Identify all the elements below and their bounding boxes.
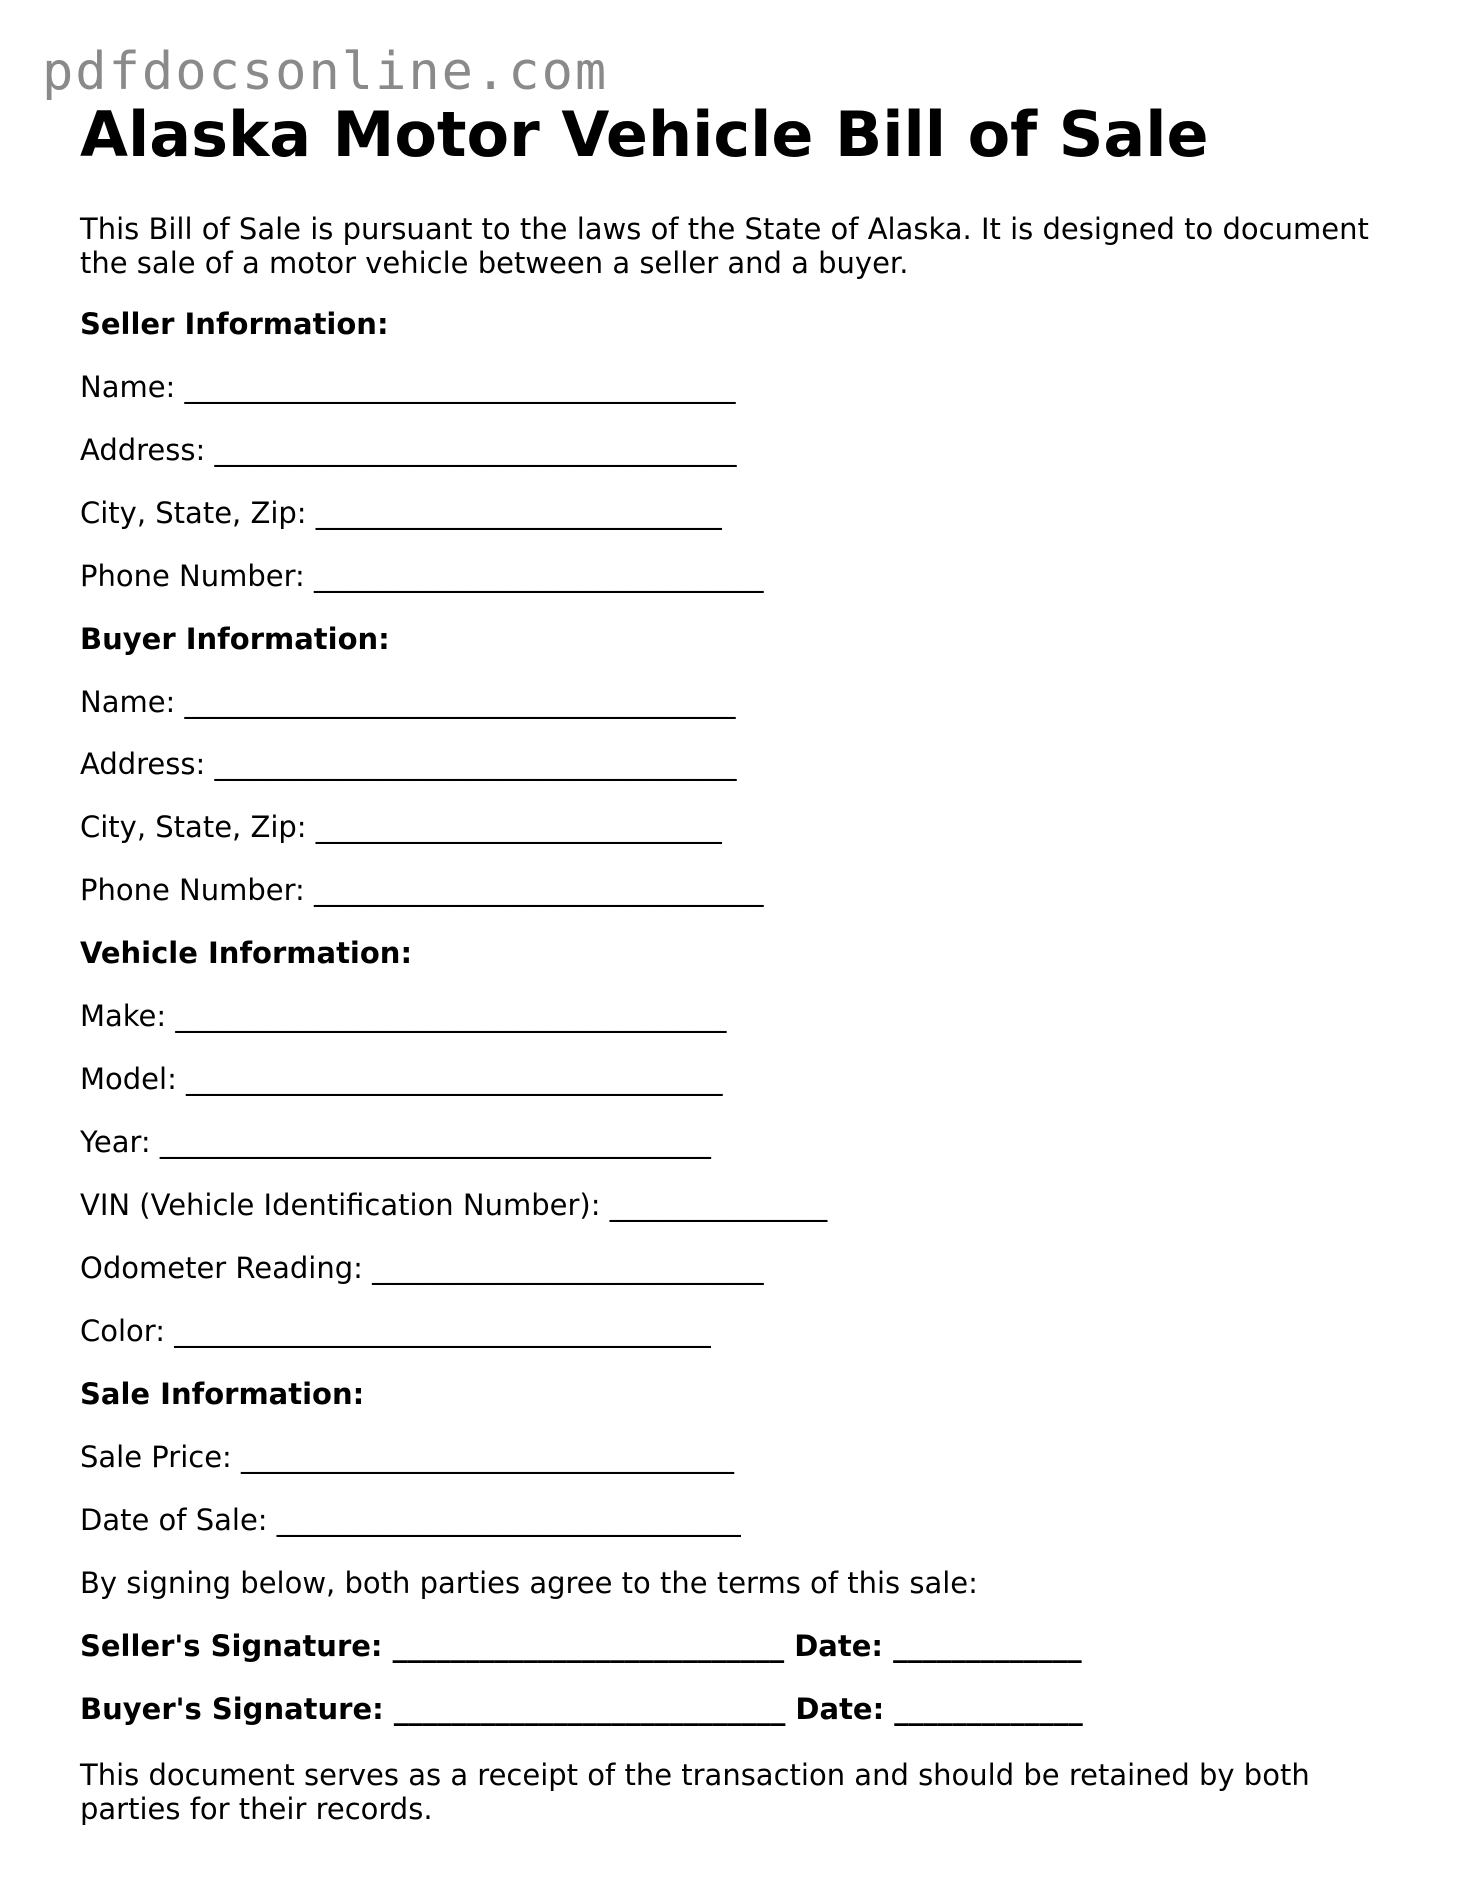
seller-address-field[interactable]: Address: ____________________________________ xyxy=(80,433,737,467)
buyer-name-field[interactable]: Name: ______________________________________ xyxy=(80,685,736,719)
sale-price-field[interactable]: Sale Price: __________________________________ xyxy=(80,1440,735,1474)
intro-paragraph: This Bill of Sale is pursuant to the laws of the State of Alaska. It is designed to document the sale of a motor vehicle between a seller and a buyer. xyxy=(80,212,1369,280)
vehicle-heading: Vehicle Information: xyxy=(80,936,413,970)
vehicle-make-field[interactable]: Make: ______________________________________ xyxy=(80,999,727,1033)
page-title: Alaska Motor Vehicle Bill of Sale xyxy=(80,98,1209,171)
buyer-heading: Buyer Information: xyxy=(80,622,390,656)
vehicle-odometer-field[interactable]: Odometer Reading: ___________________________ xyxy=(80,1251,764,1285)
seller-name-field[interactable]: Name: ______________________________________ xyxy=(80,370,736,404)
buyer-city-field[interactable]: City, State, Zip: ____________________________ xyxy=(80,810,722,844)
footer-paragraph: This document serves as a receipt of the transaction and should be retained by both parties for their records. xyxy=(80,1758,1310,1826)
buyer-phone-field[interactable]: Phone Number: _______________________________ xyxy=(80,873,764,907)
vehicle-year-field[interactable]: Year: ______________________________________ xyxy=(80,1125,711,1159)
sale-date-field[interactable]: Date of Sale: ________________________________ xyxy=(80,1503,741,1537)
watermark: pdfdocsonline.com xyxy=(42,42,609,102)
sale-heading: Sale Information: xyxy=(80,1377,365,1411)
agreement-text: By signing below, both parties agree to the terms of this sale: xyxy=(80,1566,978,1600)
vehicle-vin-field[interactable]: VIN (Vehicle Identification Number): _______________ xyxy=(80,1188,828,1222)
seller-signature-field[interactable]: Seller's Signature: ___________________________ Date: _____________ xyxy=(80,1629,1082,1663)
vehicle-color-field[interactable]: Color: _____________________________________ xyxy=(80,1314,711,1348)
buyer-address-field[interactable]: Address: ____________________________________ xyxy=(80,747,737,781)
buyer-signature-field[interactable]: Buyer's Signature: ___________________________ Date: _____________ xyxy=(80,1692,1083,1726)
seller-heading: Seller Information: xyxy=(80,307,389,341)
vehicle-model-field[interactable]: Model: _____________________________________ xyxy=(80,1062,723,1096)
seller-city-field[interactable]: City, State, Zip: ____________________________ xyxy=(80,496,722,530)
seller-phone-field[interactable]: Phone Number: _______________________________ xyxy=(80,559,764,593)
